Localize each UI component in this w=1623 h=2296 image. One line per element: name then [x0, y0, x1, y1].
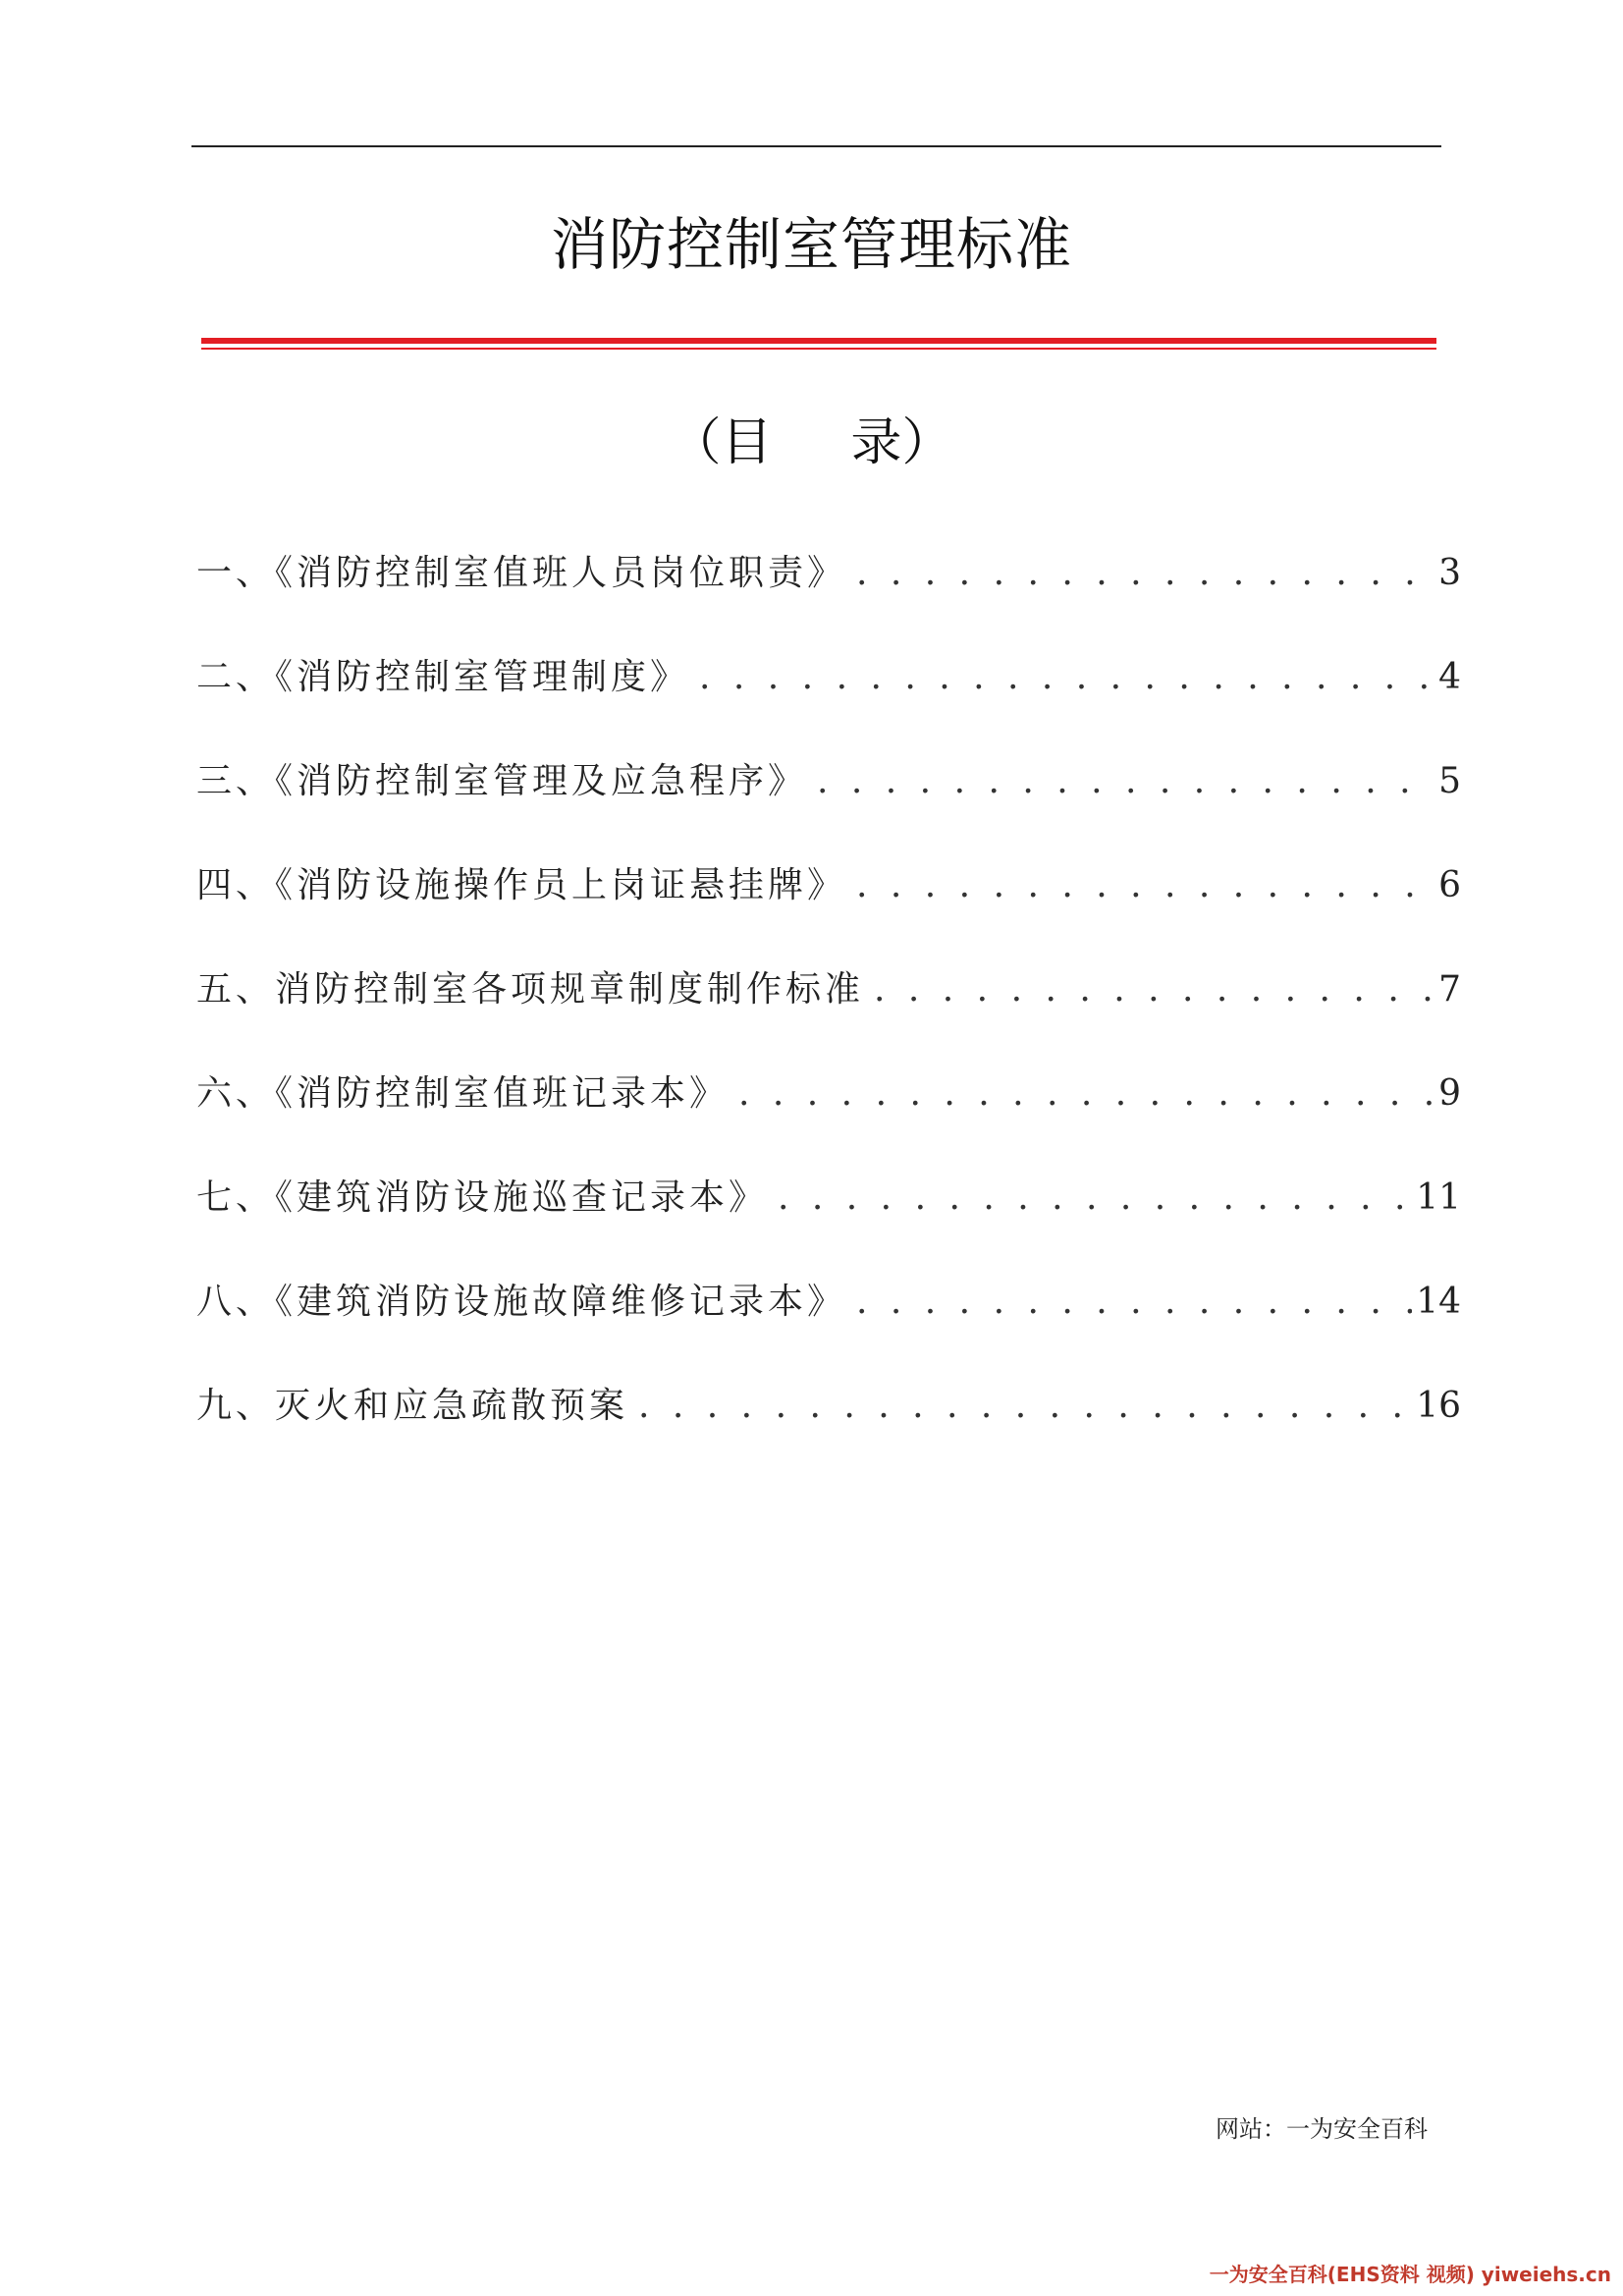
toc-entry[interactable]: [196, 545, 1461, 649]
toc-entry-page: 9: [1438, 1073, 1461, 1114]
toc-entry-page: 6: [1438, 865, 1461, 905]
toc-entry-page: 14: [1416, 1282, 1461, 1322]
toc-entry-title: 七、《建筑消防设施巡查记录本》: [196, 1177, 769, 1218]
toc-leader-dots: [738, 1073, 1434, 1114]
document-title: 消防控制室管理标准: [550, 211, 1072, 278]
toc-leader-dots: [874, 969, 1434, 1010]
toc-entry[interactable]: [196, 753, 1461, 857]
toc-entry[interactable]: [196, 1274, 1461, 1378]
table-of-contents: [196, 545, 1461, 1482]
toc-leader-dots: [699, 657, 1434, 697]
title-underline-thin: [201, 348, 1436, 350]
toc-entry-title: 二、《消防控制室管理制度》: [196, 657, 690, 697]
toc-entry-title: 五、消防控制室各项规章制度制作标准: [196, 969, 865, 1010]
toc-leader-dots: [856, 865, 1434, 905]
toc-entry[interactable]: [196, 961, 1461, 1066]
toc-entry-page: 5: [1438, 761, 1461, 801]
toc-entry-title: 一、《消防控制室值班人员岗位职责》: [196, 553, 847, 593]
toc-leader-dots: [778, 1177, 1412, 1218]
toc-entry-page: 16: [1416, 1386, 1461, 1426]
toc-entry-title: 八、《建筑消防设施故障维修记录本》: [196, 1282, 847, 1322]
toc-entry-title: 三、《消防控制室管理及应急程序》: [196, 761, 808, 801]
toc-heading-close: 录）: [850, 413, 953, 472]
toc-leader-dots: [638, 1386, 1412, 1426]
toc-entry[interactable]: [196, 857, 1461, 961]
toc-entry-title: 九、灭火和应急疏散预案: [196, 1386, 629, 1426]
footer-website: 网站：一为安全百科: [1216, 2115, 1428, 2143]
toc-leader-dots: [856, 553, 1434, 593]
toc-entry-title: 四、《消防设施操作员上岗证悬挂牌》: [196, 865, 847, 905]
toc-entry[interactable]: [196, 649, 1461, 753]
watermark-text: 一为安全百科(EHS资料 视频) yiweiehs.cn: [1209, 2263, 1611, 2286]
title-underline-thick: [201, 338, 1436, 344]
toc-entry-page: 11: [1416, 1177, 1461, 1218]
toc-entry-page: 4: [1438, 657, 1461, 697]
toc-entry[interactable]: [196, 1066, 1461, 1170]
toc-entry-title: 六、《消防控制室值班记录本》: [196, 1073, 730, 1114]
header-rule: [191, 145, 1441, 147]
toc-heading-open: （目: [670, 413, 773, 472]
toc-entry-page: 7: [1438, 969, 1461, 1010]
toc-entry[interactable]: [196, 1170, 1461, 1274]
toc-entry-page: 3: [1438, 553, 1461, 593]
toc-leader-dots: [856, 1282, 1412, 1322]
toc-heading: [0, 412, 1623, 473]
toc-leader-dots: [817, 761, 1434, 801]
toc-entry[interactable]: [196, 1378, 1461, 1482]
